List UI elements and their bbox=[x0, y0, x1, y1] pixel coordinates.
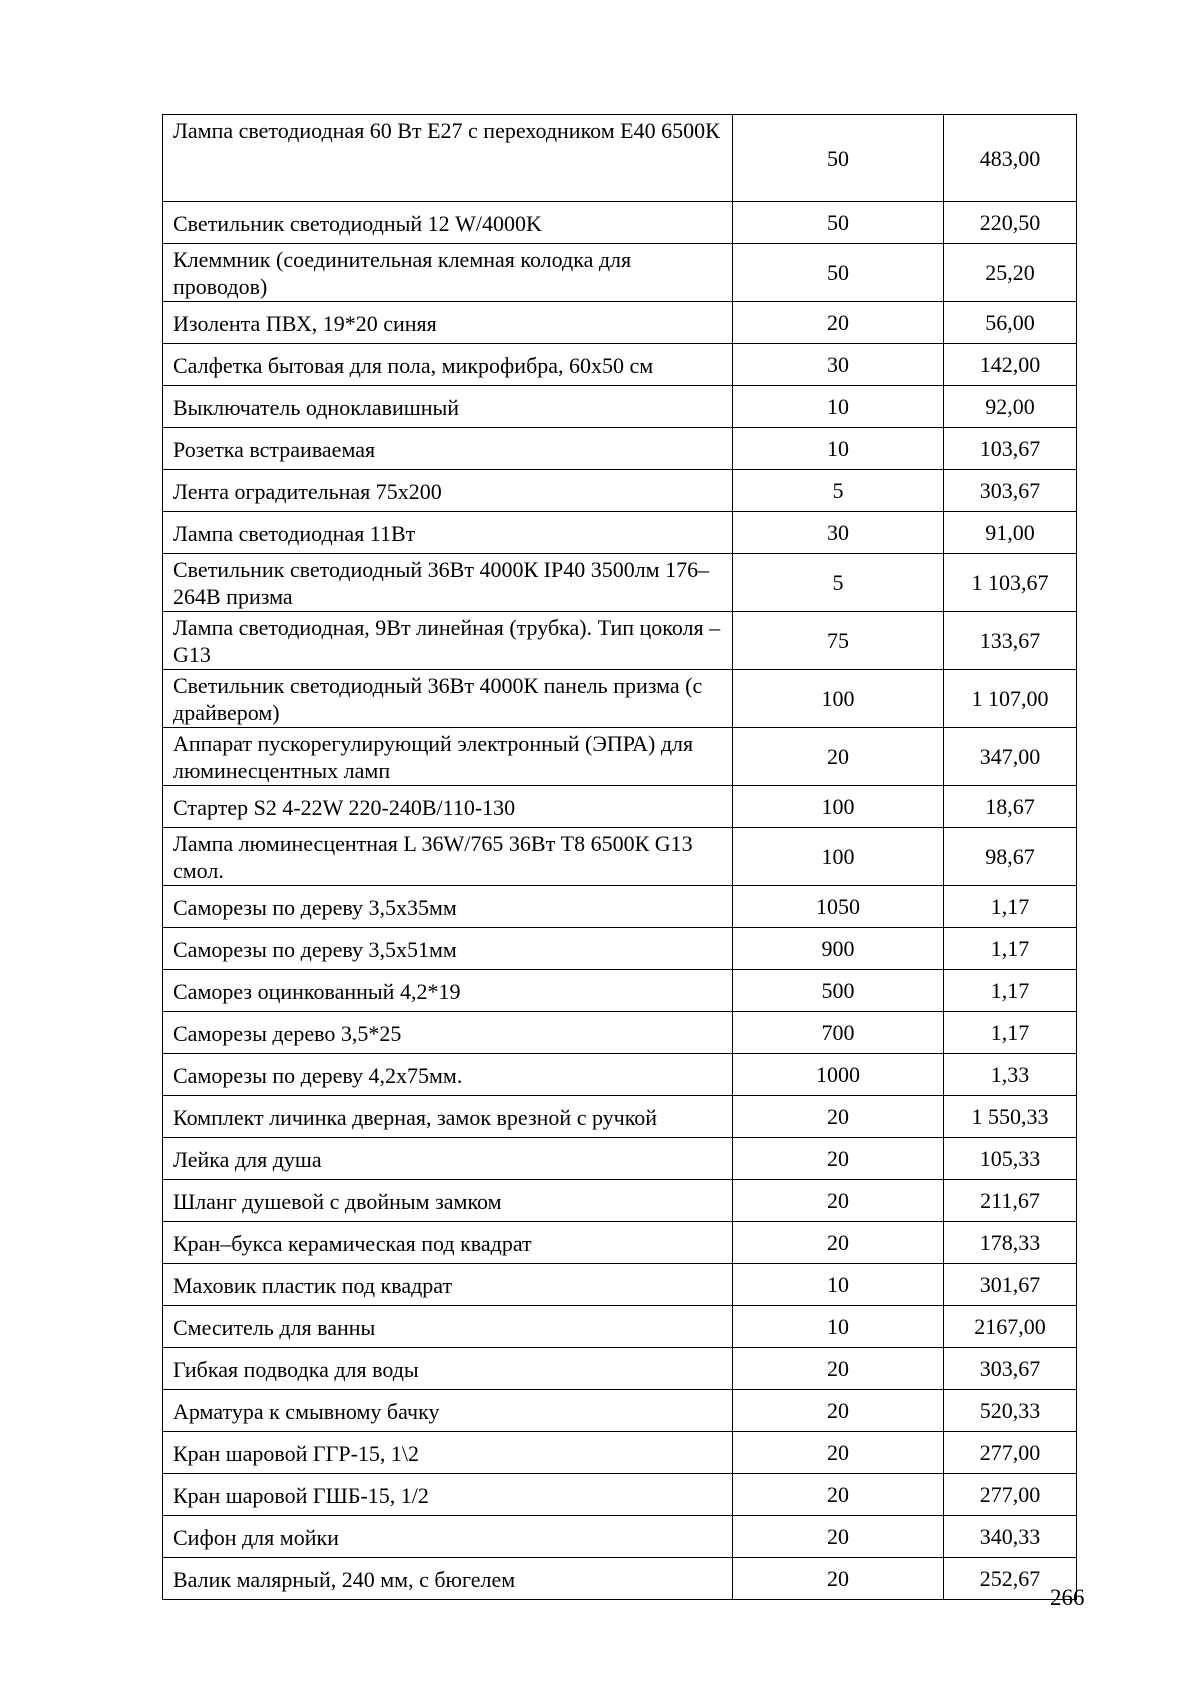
quantity-cell: 20 bbox=[733, 1222, 944, 1264]
quantity-cell: 30 bbox=[733, 344, 944, 386]
quantity-cell: 100 bbox=[733, 786, 944, 828]
price-cell: 142,00 bbox=[944, 344, 1077, 386]
price-table bbox=[162, 114, 1077, 1600]
item-name-cell: Саморез оцинкованный 4,2*19 bbox=[163, 970, 733, 1012]
price-cell: 1,17 bbox=[944, 886, 1077, 928]
quantity-cell: 50 bbox=[733, 244, 944, 302]
item-name-cell: Лейка для душа bbox=[163, 1138, 733, 1180]
item-name-cell: Сифон для мойки bbox=[163, 1516, 733, 1558]
item-name-cell: Розетка встраиваемая bbox=[163, 428, 733, 470]
price-cell: 1,33 bbox=[944, 1054, 1077, 1096]
quantity-cell: 1000 bbox=[733, 1054, 944, 1096]
quantity-cell: 10 bbox=[733, 428, 944, 470]
table-row bbox=[163, 554, 1077, 612]
item-name-cell: Лампа светодиодная 60 Вт Е27 с переходником Е40 6500К bbox=[163, 115, 733, 202]
quantity-cell: 900 bbox=[733, 928, 944, 970]
price-cell: 277,00 bbox=[944, 1432, 1077, 1474]
quantity-cell: 20 bbox=[733, 1474, 944, 1516]
price-cell: 303,67 bbox=[944, 470, 1077, 512]
quantity-cell: 500 bbox=[733, 970, 944, 1012]
price-cell: 56,00 bbox=[944, 302, 1077, 344]
quantity-cell: 20 bbox=[733, 302, 944, 344]
price-cell: 220,50 bbox=[944, 202, 1077, 244]
price-cell: 2167,00 bbox=[944, 1306, 1077, 1348]
quantity-cell: 20 bbox=[733, 1138, 944, 1180]
quantity-cell: 20 bbox=[733, 1348, 944, 1390]
price-cell: 1,17 bbox=[944, 1012, 1077, 1054]
item-name-cell: Изолента ПВХ, 19*20 синяя bbox=[163, 302, 733, 344]
table-row bbox=[163, 828, 1077, 886]
item-name-cell: Светильник светодиодный 12 W/4000K bbox=[163, 202, 733, 244]
table-row bbox=[163, 1180, 1077, 1222]
table-row bbox=[163, 670, 1077, 728]
quantity-cell: 10 bbox=[733, 1264, 944, 1306]
item-name-cell: Выключатель одноклавишный bbox=[163, 386, 733, 428]
table-row bbox=[163, 1138, 1077, 1180]
item-name-cell: Арматура к смывному бачку bbox=[163, 1390, 733, 1432]
table-row bbox=[163, 1390, 1077, 1432]
quantity-cell: 20 bbox=[733, 728, 944, 786]
item-name-cell: Саморезы по дереву 3,5х51мм bbox=[163, 928, 733, 970]
table-row bbox=[163, 1222, 1077, 1264]
price-cell: 133,67 bbox=[944, 612, 1077, 670]
table-row bbox=[163, 1306, 1077, 1348]
quantity-cell: 100 bbox=[733, 670, 944, 728]
price-cell: 91,00 bbox=[944, 512, 1077, 554]
price-cell: 483,00 bbox=[944, 115, 1077, 202]
price-cell: 1 107,00 bbox=[944, 670, 1077, 728]
quantity-cell: 700 bbox=[733, 1012, 944, 1054]
quantity-cell: 5 bbox=[733, 470, 944, 512]
table-row bbox=[163, 612, 1077, 670]
quantity-cell: 5 bbox=[733, 554, 944, 612]
price-cell: 178,33 bbox=[944, 1222, 1077, 1264]
item-name-cell: Стартер S2 4-22W 220-240В/110-130 bbox=[163, 786, 733, 828]
table-row bbox=[163, 1264, 1077, 1306]
item-name-cell: Лента оградительная 75х200 bbox=[163, 470, 733, 512]
table-row bbox=[163, 202, 1077, 244]
price-table-body bbox=[163, 115, 1077, 1600]
quantity-cell: 10 bbox=[733, 1306, 944, 1348]
quantity-cell: 20 bbox=[733, 1432, 944, 1474]
table-row bbox=[163, 1348, 1077, 1390]
price-cell: 92,00 bbox=[944, 386, 1077, 428]
table-row bbox=[163, 928, 1077, 970]
item-name-cell: Лампа светодиодная, 9Вт линейная (трубка). Тип цоколя –G13 bbox=[163, 612, 733, 670]
quantity-cell: 30 bbox=[733, 512, 944, 554]
quantity-cell: 50 bbox=[733, 202, 944, 244]
quantity-cell: 100 bbox=[733, 828, 944, 886]
table-row bbox=[163, 512, 1077, 554]
table-row bbox=[163, 1558, 1077, 1600]
item-name-cell: Кран–букса керамическая под квадрат bbox=[163, 1222, 733, 1264]
price-cell: 1,17 bbox=[944, 928, 1077, 970]
price-cell: 98,67 bbox=[944, 828, 1077, 886]
table-row bbox=[163, 302, 1077, 344]
item-name-cell: Кран шаровой ГГР-15, 1\2 bbox=[163, 1432, 733, 1474]
table-row bbox=[163, 344, 1077, 386]
table-row bbox=[163, 786, 1077, 828]
price-cell: 303,67 bbox=[944, 1348, 1077, 1390]
quantity-cell: 20 bbox=[733, 1180, 944, 1222]
item-name-cell: Комплект личинка дверная, замок врезной с ручкой bbox=[163, 1096, 733, 1138]
quantity-cell: 20 bbox=[733, 1516, 944, 1558]
quantity-cell: 20 bbox=[733, 1390, 944, 1432]
item-name-cell: Саморезы дерево 3,5*25 bbox=[163, 1012, 733, 1054]
quantity-cell: 1050 bbox=[733, 886, 944, 928]
price-cell: 520,33 bbox=[944, 1390, 1077, 1432]
item-name-cell: Саморезы по дереву 3,5х35мм bbox=[163, 886, 733, 928]
table-row bbox=[163, 886, 1077, 928]
item-name-cell: Смеситель для ванны bbox=[163, 1306, 733, 1348]
price-cell: 1 550,33 bbox=[944, 1096, 1077, 1138]
item-name-cell: Валик малярный, 240 мм, с бюгелем bbox=[163, 1558, 733, 1600]
price-cell: 103,67 bbox=[944, 428, 1077, 470]
item-name-cell: Маховик пластик под квадрат bbox=[163, 1264, 733, 1306]
price-cell: 105,33 bbox=[944, 1138, 1077, 1180]
table-row bbox=[163, 470, 1077, 512]
price-cell: 277,00 bbox=[944, 1474, 1077, 1516]
table-row bbox=[163, 1096, 1077, 1138]
table-row bbox=[163, 1432, 1077, 1474]
item-name-cell: Клеммник (соединительная клемная колодка для проводов) bbox=[163, 244, 733, 302]
quantity-cell: 20 bbox=[733, 1096, 944, 1138]
table-row bbox=[163, 115, 1077, 202]
quantity-cell: 20 bbox=[733, 1558, 944, 1600]
item-name-cell: Светильник светодиодный 36Вт 4000К IP40 3500лм 176–264В призма bbox=[163, 554, 733, 612]
price-cell: 1,17 bbox=[944, 970, 1077, 1012]
quantity-cell: 10 bbox=[733, 386, 944, 428]
item-name-cell: Кран шаровой ГШБ-15, 1/2 bbox=[163, 1474, 733, 1516]
table-row bbox=[163, 728, 1077, 786]
item-name-cell: Саморезы по дереву 4,2х75мм. bbox=[163, 1054, 733, 1096]
table-row bbox=[163, 970, 1077, 1012]
quantity-cell: 75 bbox=[733, 612, 944, 670]
item-name-cell: Шланг душевой с двойным замком bbox=[163, 1180, 733, 1222]
item-name-cell: Гибкая подводка для воды bbox=[163, 1348, 733, 1390]
price-cell: 211,67 bbox=[944, 1180, 1077, 1222]
table-row bbox=[163, 386, 1077, 428]
item-name-cell: Лампа люминесцентная L 36W/765 36Вт Т8 6500К G13 смол. bbox=[163, 828, 733, 886]
item-name-cell: Лампа светодиодная 11Вт bbox=[163, 512, 733, 554]
price-cell: 18,67 bbox=[944, 786, 1077, 828]
item-name-cell: Светильник светодиодный 36Вт 4000К панель призма (с драйвером) bbox=[163, 670, 733, 728]
item-name-cell: Салфетка бытовая для пола, микрофибра, 60х50 см bbox=[163, 344, 733, 386]
price-cell: 347,00 bbox=[944, 728, 1077, 786]
table-row bbox=[163, 1012, 1077, 1054]
table-row bbox=[163, 1516, 1077, 1558]
table-row bbox=[163, 428, 1077, 470]
price-cell: 1 103,67 bbox=[944, 554, 1077, 612]
page-number: 266 bbox=[1050, 1585, 1085, 1610]
price-cell: 252,67 bbox=[944, 1558, 1077, 1600]
price-cell: 25,20 bbox=[944, 244, 1077, 302]
item-name-cell: Аппарат пускорегулирующий электронный (ЭПРА) для люминесцентных ламп bbox=[163, 728, 733, 786]
quantity-cell: 50 bbox=[733, 115, 944, 202]
price-cell: 340,33 bbox=[944, 1516, 1077, 1558]
table-row bbox=[163, 244, 1077, 302]
price-cell: 301,67 bbox=[944, 1264, 1077, 1306]
table-row bbox=[163, 1054, 1077, 1096]
table-row bbox=[163, 1474, 1077, 1516]
